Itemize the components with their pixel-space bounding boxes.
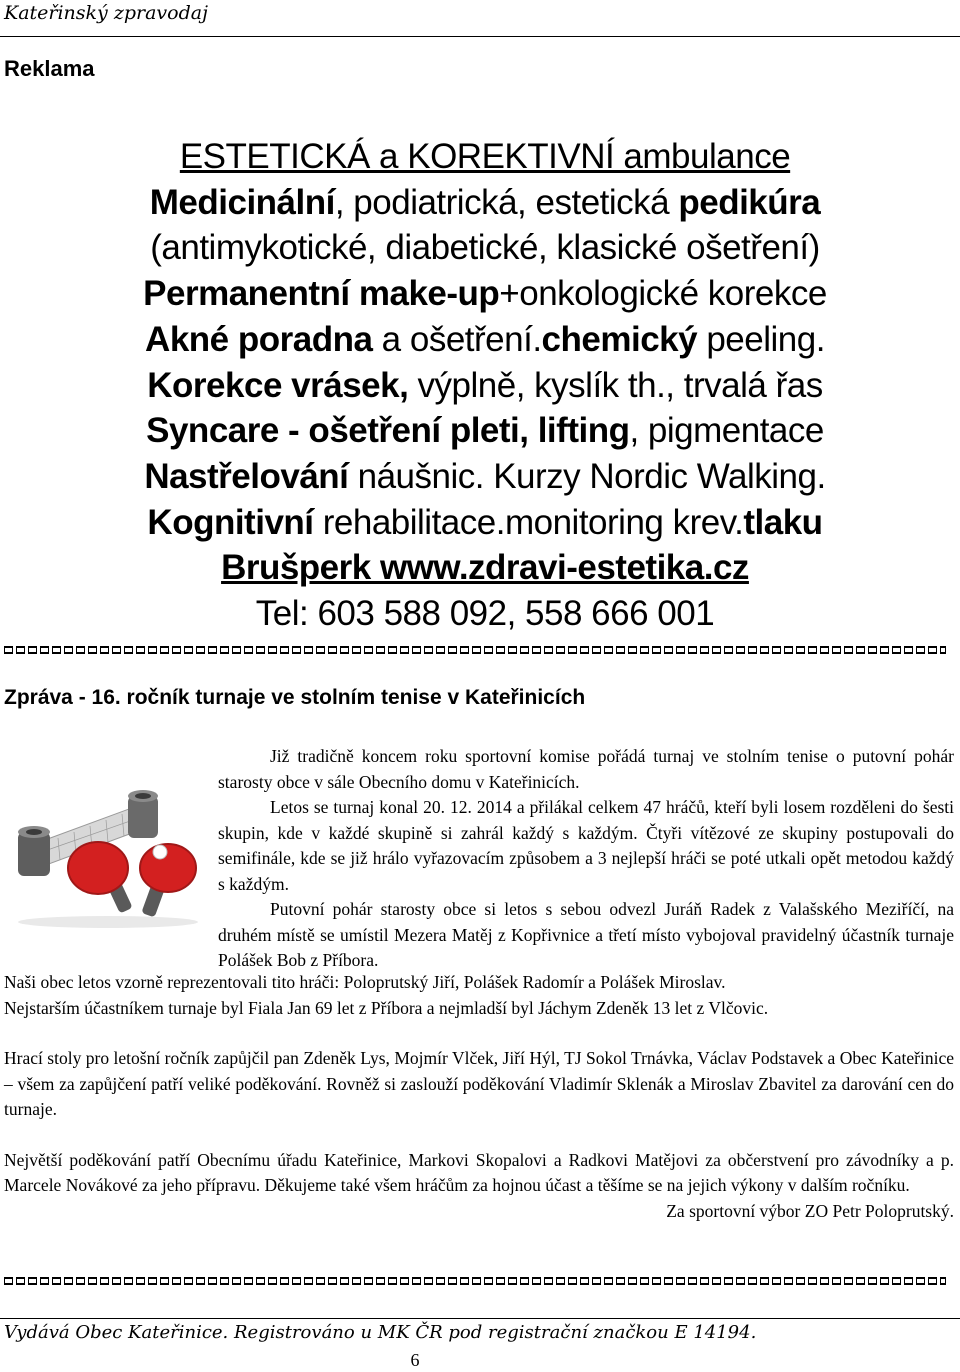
article-title: Zpráva - 16. ročník turnaje ve stolním tenise v Kateřinicích <box>4 686 586 709</box>
ad-line: Medicinální, podiatrická, estetická pedikúra <box>149 182 821 222</box>
article-paragraph: Největší poděkování patří Obecnímu úřadu Kateřinice, Markovi Skopalovi a Radkovi Matějovi za občerstvení pro závodníky a p. Marcele Novákové za jeho přípravu. Děkujeme také všem hráčům za hojnou účast a těšíme se na jejich výkony v dalším ročníku. <box>4 1149 954 1195</box>
page-number: 6 <box>410 1350 420 1370</box>
article-body-top <box>218 744 954 974</box>
ad-line: Kognitivní rehabilitace.monitoring krev.tlaku <box>147 502 823 542</box>
article-paragraph: Letos se turnaj konal 20. 12. 2014 a přilákal celkem 47 hráčů, kteří byli losem rozděleni do šesti skupin, kde v každé skupině si zahrál každý s každým. Čtyři vítězové ze skupiny postupovali do semifinále, kde se již hrálo vyřazovacím způsobem a 3 nejlepší hráči se poté utkali opět metodou každý s každým. <box>218 797 954 894</box>
article-paragraph: Hrací stoly pro letošní ročník zapůjčil pan Zdeněk Lys, Mojmír Vlček, Jiří Hýl, TJ Sokol Trnávka, Václav Podstavek a Obec Kateřinice – všem za zapůjčení patří veliké poděkování. Rovněž si zaslouží poděkování Vladimír Sklenák a Miroslav Zbavitel za darování cen do turnaje. <box>4 1048 954 1119</box>
dashed-divider <box>4 646 946 654</box>
article-body <box>4 970 954 1224</box>
header-divider <box>0 36 960 37</box>
article-paragraph: Již tradičně koncem roku sportovní komise pořádá turnaj ve stolním tenise o putovní pohár starosty obce v sále Obecního domu v Kateřinicích. <box>218 746 954 792</box>
article-paragraph: Naši obec letos vzorně reprezentovali tito hráči: Poloprutský Jiří, Polášek Radomír a Polášek Miroslav. <box>4 972 726 992</box>
ad-phone: Tel: 603 588 092, 558 666 001 <box>255 594 715 634</box>
ad-line: Nastřelování náušnic. Kurzy Nordic Walking. <box>144 456 826 496</box>
footer-divider <box>0 1318 960 1319</box>
article-signature: Za sportovní výbor ZO Petr Poloprutský. <box>666 1200 954 1221</box>
ad-heading: ESTETICKÁ a KOREKTIVNÍ ambulance <box>179 137 791 176</box>
ad-line: Akné poradna a ošetření.chemický peeling. <box>145 319 825 359</box>
ad-line: Korekce vrásek, výplně, kyslík th., trvalá řas <box>147 365 823 405</box>
section-label: Reklama <box>4 56 95 81</box>
ad-website: Brušperk www.zdravi-estetika.cz <box>221 548 749 588</box>
ad-line: Syncare - ošetření pleti, lifting, pigmentace <box>146 411 824 451</box>
newsletter-title: Kateřinský zpravodaj <box>4 2 208 24</box>
article-paragraph: Putovní pohár starosty obce si letos s sebou odvezl Juráň Radek z Valašského Meziříčí, na druhém místě se umístil Mezera Matěj z Kopřivnice a třetí místo vybojoval pravidelný účastník turnaje Polášek Bob z Příbora. <box>218 899 954 970</box>
footer-registration: Vydává Obec Kateřinice. Registrováno u MK ČR pod registrační značkou E 14194. <box>4 1322 757 1343</box>
advertisement <box>130 134 840 637</box>
ad-line: (antimykotické, diabetické, klasické ošetření) <box>150 228 820 268</box>
dashed-divider <box>4 1277 946 1285</box>
ping-pong-set-image <box>8 782 208 932</box>
article-paragraph: Nejstarším účastníkem turnaje byl Fiala Jan 69 let z Příbora a nejmladší byl Jáchym Zdeněk 13 let z Vlčovic. <box>4 997 769 1018</box>
ad-line: Permanentní make-up+onkologické korekce <box>143 274 827 314</box>
